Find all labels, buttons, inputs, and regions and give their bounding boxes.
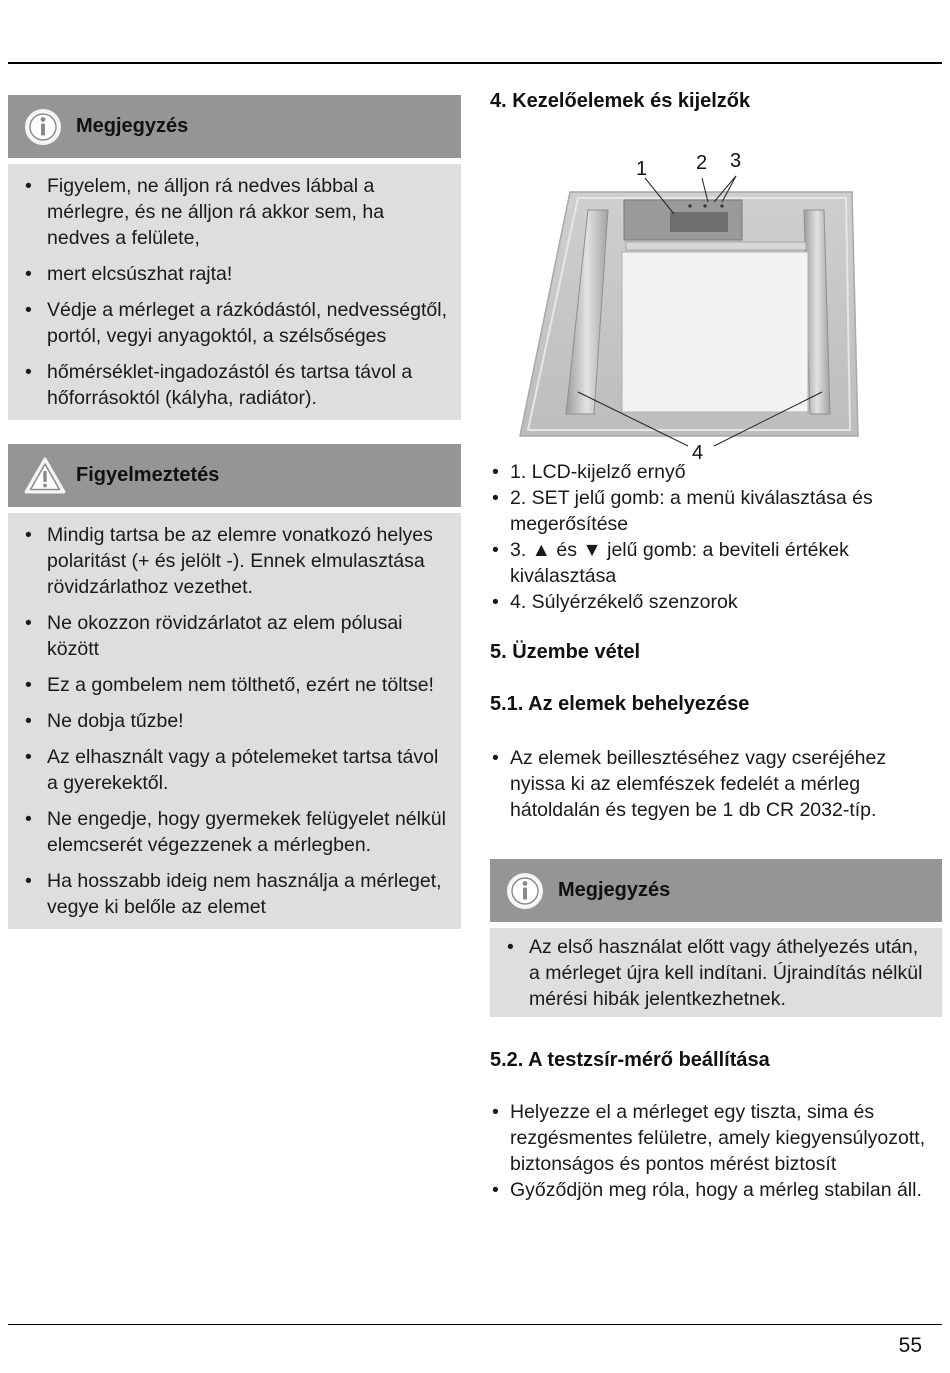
warning-body [8, 513, 461, 929]
note-title: Megjegyzés [558, 879, 671, 901]
list-item: • Védje a mérleget a rázkódástól, nedvességtől, portól, vegyi anyagoktól, a szélsőséges [22, 297, 447, 349]
list-item: • Az elemek beillesztéséhez vagy cseréjéhez nyissa ki az elemfészek fedelét a mérleg hátoldalán és tegyen be 1 db CR 2032-típ. [490, 745, 942, 823]
list-item: • Az első használat előtt vagy áthelyezés után, a mérleget újra kell indítani. Újraindítás nélkül mérési hibák jelentkezhetnek. [504, 934, 928, 1012]
info-icon [506, 872, 544, 910]
callout-4: 4 [692, 442, 704, 464]
list-item: • 4. Súlyérzékelő szenzorok [490, 589, 942, 615]
warning-title: Figyelmeztetés [76, 464, 220, 486]
section-4-heading: 4. Kezelőelemek és kijelzők [490, 90, 751, 112]
note-title: Megjegyzés [76, 115, 189, 137]
section-5-2-heading: 5.2. A testzsír-mérő beállítása [490, 1049, 770, 1071]
info-icon [24, 108, 62, 146]
bottom-rule [8, 1324, 942, 1325]
list-item: • Ne okozzon rövidzárlatot az elem pólusai között [22, 610, 447, 662]
warning-header [8, 444, 461, 507]
list-item: • Ha hosszabb ideig nem használja a mérleget, vegye ki belőle az elemet [22, 868, 447, 920]
callout-3: 3 [730, 150, 742, 172]
list-item: • Győződjön meg róla, hogy a mérleg stabilan áll. [490, 1177, 942, 1203]
callout-2: 2 [696, 152, 708, 174]
note-header [490, 859, 942, 922]
note-header [8, 95, 461, 158]
list-item: • Ez a gombelem nem tölthető, ezért ne töltse! [22, 672, 447, 698]
scale-illustration [490, 114, 942, 459]
note-body [490, 928, 942, 1017]
page-number: 55 [898, 1334, 922, 1357]
section-5-1-heading: 5.1. Az elemek behelyezése [490, 693, 750, 715]
list-item: • hőmérséklet-ingadozástól és tartsa távol a hőforrásoktól (kályha, radiátor). [22, 359, 447, 411]
list-item: • mert elcsúszhat rajta! [22, 261, 447, 287]
list-item: • 2. SET jelű gomb: a menü kiválasztása és megerősítése [490, 485, 942, 537]
note-body [8, 164, 461, 420]
list-item: • Figyelem, ne álljon rá nedves lábbal a mérlegre, és ne álljon rá akkor sem, ha nedves a felülete, [22, 173, 447, 251]
warning-icon [24, 457, 66, 495]
warning-box [8, 444, 461, 929]
callout-1: 1 [636, 158, 648, 180]
setup-list [490, 1099, 942, 1203]
scale-diagram [490, 114, 942, 464]
list-item: • Helyezze el a mérleget egy tiszta, sima és rezgésmentes felületre, amely kiegyensúlyozott, biztonságos és pontos mérést biztosít [490, 1099, 942, 1177]
list-item: • 1. LCD-kijelző ernyő [490, 459, 942, 485]
list-item: • Ne dobja tűzbe! [22, 708, 447, 734]
section-5-heading: 5. Üzembe vétel [490, 641, 641, 663]
left-column [8, 95, 461, 929]
list-item: • Az elhasznált vagy a pótelemeket tartsa távol a gyerekektől. [22, 744, 447, 796]
list-item: • Mindig tartsa be az elemre vonatkozó helyes polaritást (+ és jelölt -). Ennek elmulasztása rövidzárlathoz vezethet. [22, 522, 447, 600]
list-item: • Ne engedje, hogy gyermekek felügyelet nélkül elemcserét végezzenek a mérlegben. [22, 806, 447, 858]
top-rule [8, 62, 942, 64]
note-box-right [490, 859, 942, 1017]
note-box-left [8, 95, 461, 420]
list-item: • 3. ▲ és ▼ jelű gomb: a beviteli értékek kiválasztása [490, 537, 942, 589]
controls-list [490, 459, 942, 615]
right-column [490, 88, 942, 1203]
battery-list [490, 745, 942, 823]
